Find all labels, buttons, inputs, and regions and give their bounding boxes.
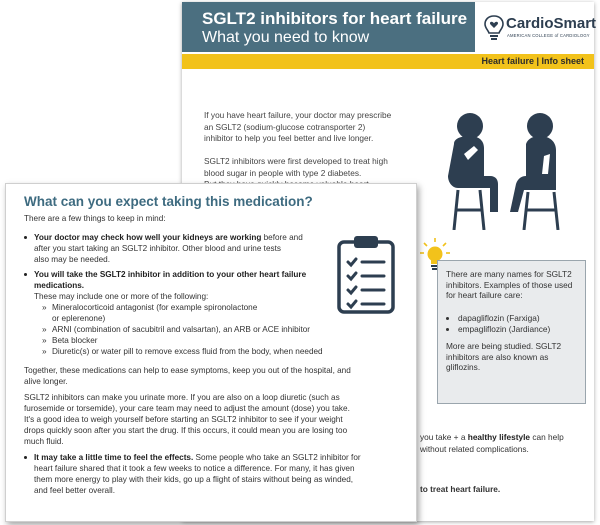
together-paragraph: Together, these medications can help to ease symptoms, keep you out of the hospital, and alive longer.: [24, 366, 351, 386]
drug-name-item: • empagliflozin (Jardiance): [458, 324, 550, 335]
lightbulb-heart-icon: [484, 14, 504, 42]
drug-names-list: [446, 313, 550, 334]
lifestyle-text-line-3: to treat heart failure.: [420, 484, 501, 494]
sub-list-item: » Mineralocorticoid antagonist (for example spironolactone: [42, 303, 258, 312]
bullet-dot: [24, 236, 27, 239]
title-banner: [182, 2, 475, 52]
medication-sub-list: [42, 302, 323, 357]
sub-list-item-continued: or eplerenone): [52, 314, 106, 323]
page-subtitle: What you need to know: [202, 29, 370, 46]
drug-names-box: [437, 260, 586, 404]
clipboard-checklist-icon: [336, 234, 396, 314]
drug-names-intro: There are many names for SGLT2 inhibitors. Examples of those used for heart failure care:: [446, 269, 573, 300]
section-title: What can you expect taking this medication?: [24, 194, 313, 209]
bullet-other-medications: You will take the SGLT2 inhibitor in addition to your other heart failure medications. These may include one or more of the following:: [24, 269, 344, 302]
lifestyle-text-line-1: you take + a healthy lifestyle can help: [420, 432, 564, 442]
logo-subtitle: AMERICAN COLLEGE of CARDIOLOGY: [507, 33, 590, 38]
info-sheet-tag: Heart failure | Info sheet: [481, 56, 584, 66]
logo-name: CardioSmart: [506, 15, 597, 32]
bullet-kidneys: Your doctor may check how well your kidneys are working before and after you start taking an SGLT2 inhibitor. Other blood and urine tests also may be needed.: [24, 232, 344, 265]
intro-paragraph-1: If you have heart failure, your doctor may prescribe an SGLT2 (sodium-glucose cotransporter 2) inhibitor to help you feel better and live longer.: [204, 110, 392, 143]
sub-list-item: » Diuretic(s) or water pill to remove excess fluid from the body, when needed: [42, 347, 323, 356]
bullet-time-to-effect: It may take a little time to feel the effects. Some people who take an SGLT2 inhibitor for heart failure shared that it took a few weeks to notice a difference. For many, it has given them more energy to play with their kids, go up a flight of stairs without being as winded, and feel better overall.: [24, 452, 404, 496]
intro-paragraph-2: SGLT2 inhibitors were first developed to treat high blood sugar in people with type 2 diabetes.: [204, 156, 388, 178]
intro-line: There are a few things to keep in mind:: [24, 214, 166, 223]
bullet-dot: [24, 273, 27, 276]
urination-paragraph: SGLT2 inhibitors can make you urinate more. If you are also on a loop diuretic (such as furosemide or torsemide), your care team may need to adjust the amount (dose) you take. It's a good idea to weigh yourself before starting an SGLT2 inhibitor to see if your weight drops quickly soon after you start the drug. If this occurs, it could mean you are losing too much fluid.: [24, 393, 350, 446]
drug-name-item: • dapagliflozin (Farxiga): [458, 313, 550, 324]
sub-list-item: » ARNI (combination of sacubitril and valsartan), an ARB or ACE inhibitor: [42, 325, 311, 334]
lifestyle-text-line-2: without related complications.: [420, 444, 529, 454]
sub-list-item: » Beta blocker: [42, 336, 98, 345]
bullet-dot: [24, 456, 27, 459]
drug-names-outro: More are being studied. SGLT2 inhibitors are also known as gliflozins.: [446, 341, 562, 372]
people-talking-illustration: [418, 110, 588, 230]
info-sheet-bar: [182, 54, 594, 69]
cardiosmart-logo: [484, 12, 597, 48]
page-title: SGLT2 inhibitors for heart failure: [202, 9, 468, 28]
front-page: [5, 183, 417, 522]
